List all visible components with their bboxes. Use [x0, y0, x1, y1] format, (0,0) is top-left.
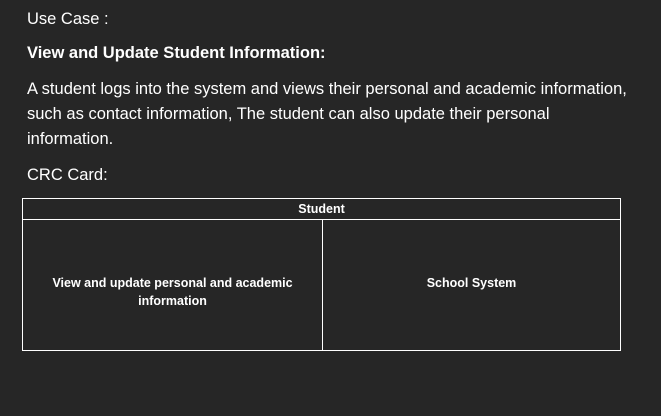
- crc-card-label: CRC Card:: [27, 166, 108, 184]
- crc-responsibilities-cell: [23, 220, 323, 350]
- crc-collaborators-text: School System: [426, 276, 517, 290]
- crc-class-name: Student: [23, 199, 620, 220]
- use-case-label: Use Case :: [27, 10, 109, 28]
- use-case-title: View and Update Student Information:: [27, 44, 326, 62]
- crc-collaborators-cell: [323, 220, 620, 350]
- crc-card-table: [22, 198, 621, 351]
- use-case-description: A student logs into the system and views their personal and academic information, such as contact information, The student can also update their personal information.: [27, 80, 627, 148]
- crc-responsibilities-text: View and update personal and academic information: [52, 276, 293, 308]
